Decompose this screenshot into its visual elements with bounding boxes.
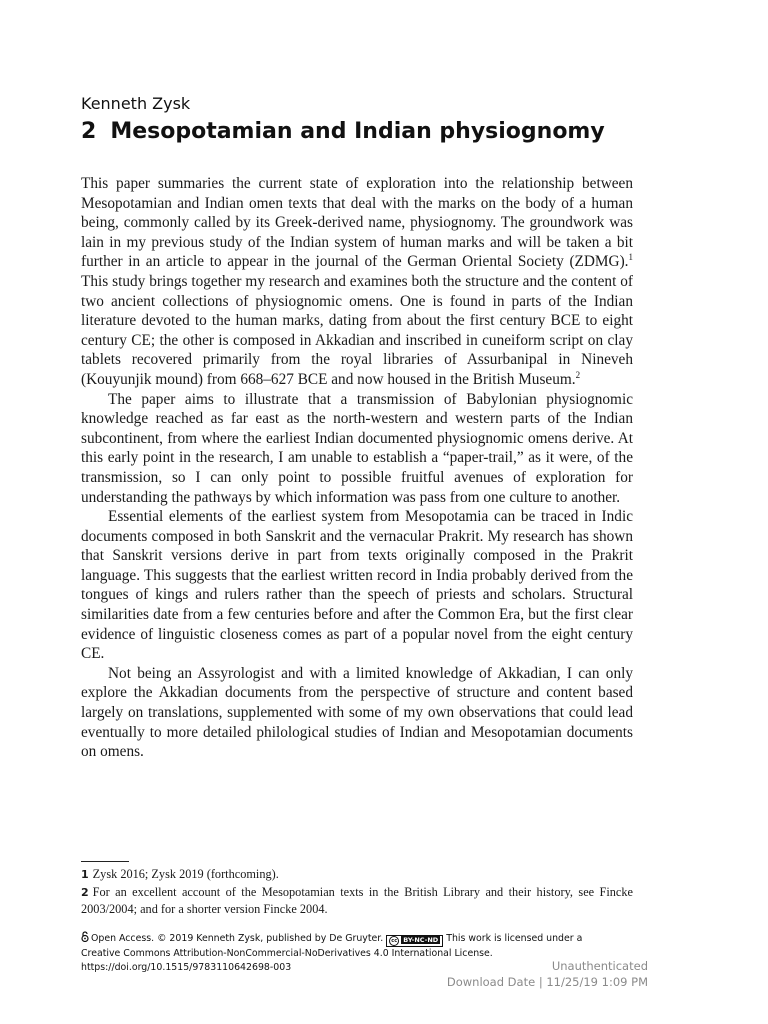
- paragraph-3: Essential elements of the earliest system from Mesopotamia can be traced in Indic documents composed in both Sanskrit and the vernacular Prakrit. My research has shown that Sanskrit versions derive in part from texts originally composed in the Prakrit language. This suggests that the earliest written record in India probably derived from the tongues of kings and rulers rather than the speech of priests and scholars. Structural similarities date from a few centuries before and after the Common Era, but the first clear evidence of linguistic closeness comes as part of a popular novel from the eight century CE.: [81, 508, 633, 663]
- chapter-title: [81, 118, 605, 146]
- chapter-title-text: Mesopotamian and Indian physiognomy: [110, 119, 605, 144]
- paragraph-4: Not being an Assyrologist and with a limited knowledge of Akkadian, I can only explore the Akkadian documents from the perspective of structure and content based largely on translations, supplemented with some of my own observations that could lead eventually to more detailed philological studies of Indian and Mesopotamian documents on omens.: [81, 664, 633, 761]
- body-text: [81, 174, 633, 762]
- paragraph-2: The paper aims to illustrate that a transmission of Babylonian physiognomic knowledge reached as far east as the north-western and western parts of the Indian subcontinent, from where the earliest Indian documented physiognomic omens derive. At this early point in the research, I am unable to establish a “paper-trail,” as it were, of the transmission, so I can only point to possible fruitful avenues of exploration for understanding the pathways by which information was pass from one culture to another.: [81, 390, 633, 506]
- footnote-rule: [81, 861, 129, 862]
- doi-link[interactable]: https://doi.org/10.1515/9783110642698-003: [81, 962, 292, 973]
- footnote-2: 2 For an excellent account of the Mesopotamian texts in the British Library and their history, see Fincke 2003/2004; and for a shorter version Fincke 2004.: [81, 885, 633, 916]
- chapter-number: 2: [81, 119, 97, 144]
- license-text: This work is licensed under a: [446, 933, 583, 944]
- footnote-1: 1 Zysk 2016; Zysk 2019 (forthcoming).: [81, 867, 279, 881]
- footnote-number: 2: [81, 886, 89, 899]
- footnote-ref-1[interactable]: 1: [628, 252, 633, 263]
- footnote-number: 1: [81, 868, 89, 881]
- open-access-lock-icon: [81, 931, 89, 947]
- download-watermark: Unauthenticated Download Date | 11/25/19 1:09 PM: [446, 959, 648, 989]
- open-access-statement: Open Access. © 2019 Kenneth Zysk, published by De Gruyter.: [91, 933, 384, 944]
- license-name: Creative Commons Attribution-NonCommercial-NoDerivatives 4.0 International License.: [81, 948, 493, 959]
- footnotes: [81, 866, 633, 919]
- author-name: Kenneth Zysk: [81, 94, 191, 113]
- footnote-ref-2[interactable]: 2: [575, 369, 581, 380]
- cc-license-badge-icon[interactable]: cc BY-NC-ND: [386, 935, 443, 947]
- paragraph-1: This paper summaries the current state of exploration into the relationship between Mesopotamian and Indian omen texts that deal with the marks on the body of a human being, commonly called by its Greek-derived name, physiognomy. The groundwork was lain in my previous study of the Indian system of human marks and will be taken a bit further in an article to appear in the journal of the German Oriental Society (ZDMG).$^1$ This study brings together my research and examines both the structure and the content of two ancient collections of physiognomic omens. One is found in parts of the Indian literature devoted to the human marks, dating from about the first century BCE to eight century CE; the other is composed in Akkadian and inscribed in cuneiform script on clay tablets recovered primarily from the royal libraries of Assurbanipal in Nineveh (Kouyunjik mound) from 668–627 BCE and now housed in the British Museum.$^2$: [81, 175, 633, 388]
